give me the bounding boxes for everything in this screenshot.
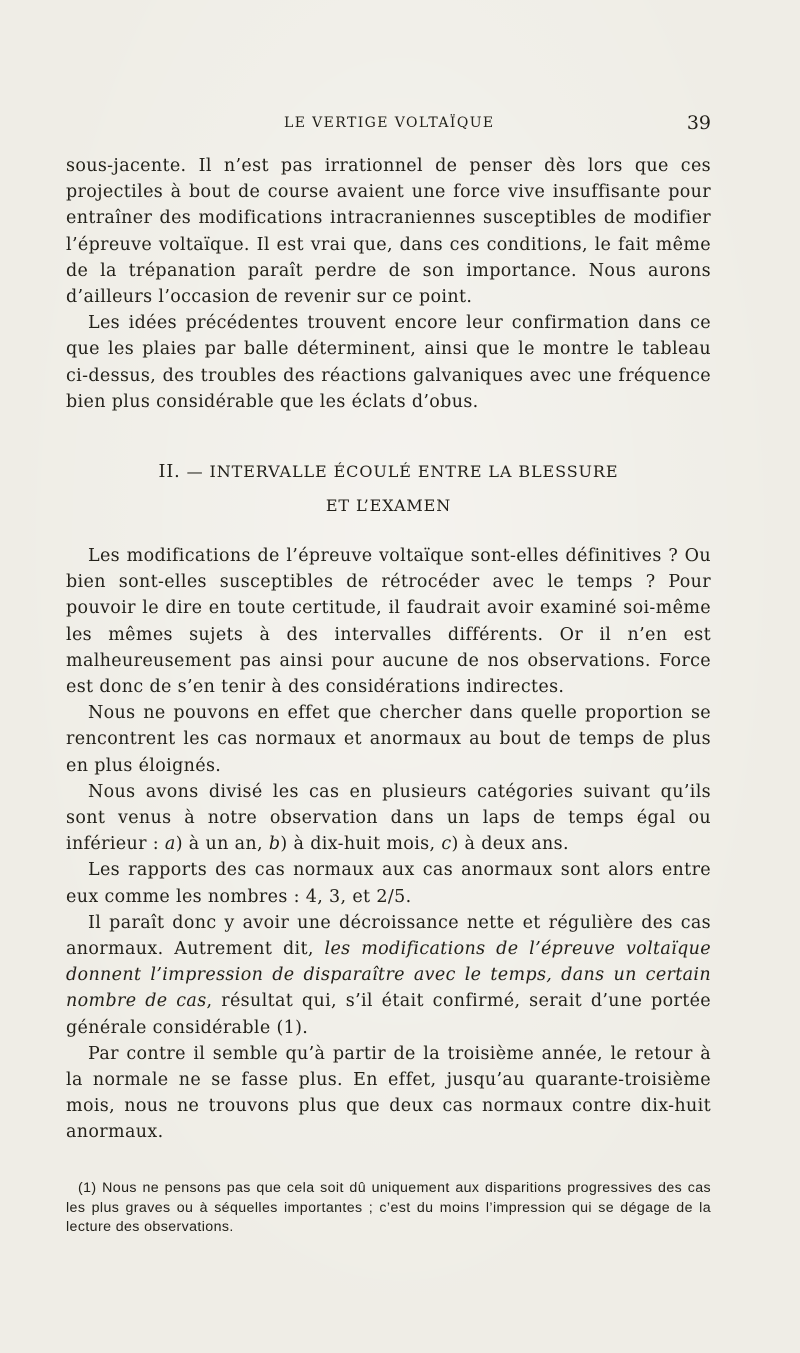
paragraph-modifications: Les modifications de l’épreuve voltaïque sont-elles définitives ? Ou bien sont-elles susceptibles de rétrocéder avec le temps ? Pour pouvoir le dire en toute certitude, il faudrait avoir examiné soi-même les mêmes sujets à des intervalles différents. Or il n’en est malheureusement pas ainsi pour aucune de nos observations. Force est donc de s’en tenir à des considérations indirectes.: [66, 546, 711, 698]
footnote: [66, 1179, 711, 1238]
running-head: [66, 112, 711, 136]
section-title-line1: INTERVALLE ÉCOULÉ ENTRE LA BLESSURE: [209, 462, 619, 481]
intro-text: [66, 153, 711, 415]
decroissance-intro: Il paraît donc y avoir une décroissance nette et régulière des cas anormaux. Autrement dit,: [66, 912, 711, 960]
section-heading: [66, 455, 711, 523]
category-b-letter: b: [268, 834, 281, 855]
category-c-text: ) à deux ans.: [451, 834, 569, 855]
category-a-text: ) à un an,: [175, 834, 269, 855]
section-number: II.: [158, 462, 181, 482]
page-number: 39: [686, 112, 711, 134]
section-text: [66, 543, 711, 1146]
categories-intro: Nous avons divisé les cas en plusieurs catégories suivant qu’ils sont venus à notre observation dans un laps de temps égal ou inférieur :: [66, 781, 711, 855]
footnote-marker: (1): [78, 1180, 97, 1196]
paragraph-decroissance: [66, 910, 711, 1041]
section-dash: —: [186, 462, 204, 481]
paragraph-par-contre: Par contre il semble qu’à partir de la troisième année, le retour à la normale ne se fasse plus. En effet, jusqu’au quarante-troisième mois, nous ne trouvons plus que deux cas normaux contre dix-huit anormaux.: [66, 1043, 711, 1143]
paragraph-idees-precedentes: Les idées précédentes trouvent encore leur confirmation dans ce que les plaies par balle déterminent, ainsi que le montre le tableau ci-dessus, des troubles des réactions galvaniques avec une fréquence bien plus considérable que les éclats d’obus.: [66, 313, 711, 412]
section-heading-line1: [66, 455, 711, 489]
decroissance-italic: les modifications de l’épreuve voltaïque donnent l’impression de disparaître avec le temps, dans un certain nombre de cas: [66, 939, 712, 1012]
decroissance-conclusion: , résultat qui, s’il était confirmé, serait d’une portée générale considérable (1).: [66, 991, 711, 1038]
category-b-text: ) à dix-huit mois,: [280, 834, 442, 855]
running-title: LE VERTIGE VOLTAÏQUE: [284, 115, 495, 131]
footnote-text: Nous ne pensons pas que cela soit dû uniquement aux disparitions progressives des cas les plus graves ou à séquelles importantes ; c’est du moins l’impression qui se dégage de la lecture des observations.: [66, 1180, 711, 1235]
section-title-line2: ET L’EXAMEN: [325, 496, 452, 515]
section-heading-line2: [66, 489, 711, 523]
paragraph-proportion: Nous ne pouvons en effet que chercher dans quelle proportion se rencontrent les cas normaux et anormaux au bout de temps de plus en plus éloignés.: [66, 703, 711, 776]
paragraph-rapports: Les rapports des cas normaux aux cas anormaux sont alors entre eux comme les nombres : 4, 3, et 2/5.: [66, 860, 711, 907]
category-c-letter: c: [441, 834, 452, 855]
paragraph-categories: [66, 779, 711, 858]
category-a-letter: a: [164, 834, 176, 855]
paragraph-continuation: sous-jacente. Il n’est pas irrationnel de penser dès lors que ces projectiles à bout de course avaient une force vive insuffisante pour entraîner des modifications intracraniennes susceptibles de modifier l’épreuve voltaïque. Il est vrai que, dans ces conditions, le fait même de la trépanation paraît perdre de son importance. Nous aurons d’ailleurs l’occasion de revenir sur ce point.: [66, 156, 711, 308]
